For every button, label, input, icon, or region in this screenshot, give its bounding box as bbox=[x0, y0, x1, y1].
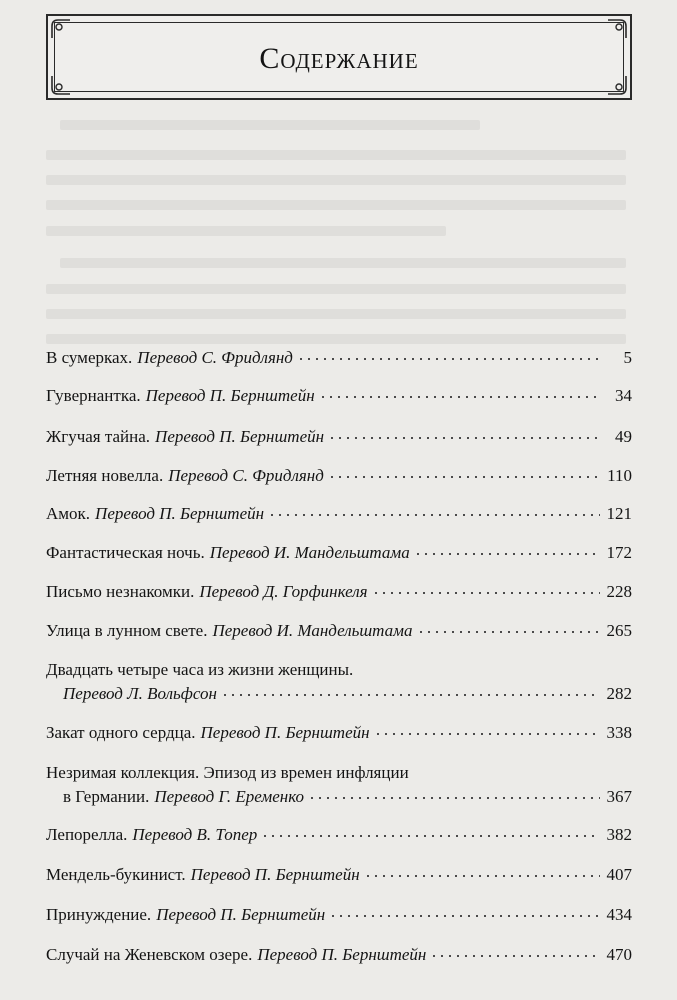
toc-entry[interactable] bbox=[46, 943, 632, 967]
dot-leader bbox=[261, 835, 600, 837]
toc-entry[interactable] bbox=[46, 464, 632, 488]
toc-entry-translator: Перевод С. Фридлянд bbox=[168, 466, 324, 485]
toc-entry[interactable] bbox=[46, 619, 632, 643]
toc-entry-title: Письмо незнакомки. bbox=[46, 582, 195, 601]
toc-entry-translator: Перевод П. Бернштейн bbox=[257, 945, 427, 964]
toc-entry-translator: Перевод Г. Еременко bbox=[154, 787, 305, 806]
toc-entry[interactable] bbox=[46, 823, 632, 847]
toc-entry-translator: Перевод П. Бернштейн bbox=[155, 427, 325, 446]
toc-entry-translator: Перевод С. Фридлянд bbox=[137, 348, 293, 367]
toc-entry-translator: Перевод П. Бернштейн bbox=[95, 504, 265, 523]
toc-entry-title: Случай на Женевском озере. bbox=[46, 945, 253, 964]
toc-entry[interactable] bbox=[46, 863, 632, 887]
toc-entry[interactable] bbox=[46, 541, 632, 565]
toc-entry-page: 228 bbox=[606, 582, 632, 601]
toc-entry-page: 470 bbox=[606, 945, 632, 964]
toc-entry-translator: Перевод Л. Вольфсон bbox=[63, 684, 217, 703]
toc-entry-page: 110 bbox=[607, 466, 632, 485]
toc-entry-title-continued: в Германии. bbox=[63, 787, 150, 806]
toc-entry-title: Фантастическая ночь. bbox=[46, 543, 205, 562]
dot-leader bbox=[297, 358, 600, 360]
toc-entry[interactable] bbox=[46, 761, 632, 809]
toc-entry[interactable] bbox=[46, 384, 632, 408]
corner-ornament-icon bbox=[50, 18, 72, 40]
dot-leader bbox=[221, 694, 600, 696]
toc-entry[interactable] bbox=[46, 425, 632, 449]
dot-leader bbox=[430, 955, 600, 957]
dot-leader bbox=[268, 514, 600, 516]
toc-entry-translator: Перевод И. Мандельштама bbox=[212, 621, 413, 640]
toc-entry-title: Гувернантка. bbox=[46, 386, 141, 405]
dot-leader bbox=[328, 476, 600, 478]
dot-leader bbox=[328, 437, 600, 439]
toc-entry-title: Улица в лунном свете. bbox=[46, 621, 208, 640]
toc-entry-page: 338 bbox=[606, 723, 632, 742]
toc-entry-page: 367 bbox=[606, 787, 632, 806]
toc-entry-translator: Перевод П. Бернштейн bbox=[190, 865, 360, 884]
corner-ornament-icon bbox=[50, 74, 72, 96]
toc-entry[interactable] bbox=[46, 346, 632, 370]
page-title: Содержание bbox=[259, 42, 419, 75]
toc-entry-title: Лепорелла. bbox=[46, 825, 128, 844]
dot-leader bbox=[329, 915, 600, 917]
toc-entry-page: 172 bbox=[606, 543, 632, 562]
dot-leader bbox=[372, 592, 600, 594]
dot-leader bbox=[374, 733, 600, 735]
dot-leader bbox=[319, 396, 600, 398]
corner-ornament-icon bbox=[606, 74, 628, 96]
heading-frame bbox=[46, 14, 632, 100]
toc-entry-title: В сумерках. bbox=[46, 348, 133, 367]
dot-leader bbox=[308, 797, 600, 799]
toc-entry-page: 434 bbox=[606, 905, 632, 924]
toc-entry-title: Закат одного сердца. bbox=[46, 723, 196, 742]
toc-entry[interactable] bbox=[46, 903, 632, 927]
toc-entry[interactable] bbox=[46, 721, 632, 745]
toc-entry-title: Жгучая тайна. bbox=[46, 427, 151, 446]
dot-leader bbox=[417, 631, 600, 633]
toc-entry-translator: Перевод Д. Горфинкеля bbox=[199, 582, 368, 601]
toc-entry-translator: Перевод И. Мандельштама bbox=[209, 543, 410, 562]
toc-entry-translator: Перевод П. Бернштейн bbox=[156, 905, 326, 924]
toc-entry-page: 282 bbox=[606, 684, 632, 703]
toc-entry-title: Принуждение. bbox=[46, 905, 152, 924]
toc-entry-title: Амок. bbox=[46, 504, 91, 523]
corner-ornament-icon bbox=[606, 18, 628, 40]
toc-entry-title: Мендель-букинист. bbox=[46, 865, 186, 884]
toc-entry-page: 49 bbox=[615, 427, 632, 446]
toc-entry-translator: Перевод П. Бернштейн bbox=[200, 723, 370, 742]
toc-entry-page: 121 bbox=[606, 504, 632, 523]
toc-entry[interactable] bbox=[46, 502, 632, 526]
toc-entry-title: Незримая коллекция. Эпизод из времен инфляции bbox=[46, 763, 409, 782]
toc-entry-page: 34 bbox=[615, 386, 632, 405]
toc-entry-title: Двадцать четыре часа из жизни женщины. bbox=[46, 660, 354, 679]
toc-entry-translator: Перевод В. Топер bbox=[132, 825, 258, 844]
dot-leader bbox=[364, 875, 600, 877]
toc-entry-page: 5 bbox=[623, 348, 632, 367]
toc-entry-translator: Перевод П. Бернштейн bbox=[145, 386, 315, 405]
toc-entry-title: Летняя новелла. bbox=[46, 466, 164, 485]
toc-entry[interactable] bbox=[46, 580, 632, 604]
toc-entry-page: 382 bbox=[606, 825, 632, 844]
toc-entry-page: 407 bbox=[606, 865, 632, 884]
toc-entry[interactable] bbox=[46, 658, 632, 706]
dot-leader bbox=[414, 553, 600, 555]
toc-entry-page: 265 bbox=[606, 621, 632, 640]
